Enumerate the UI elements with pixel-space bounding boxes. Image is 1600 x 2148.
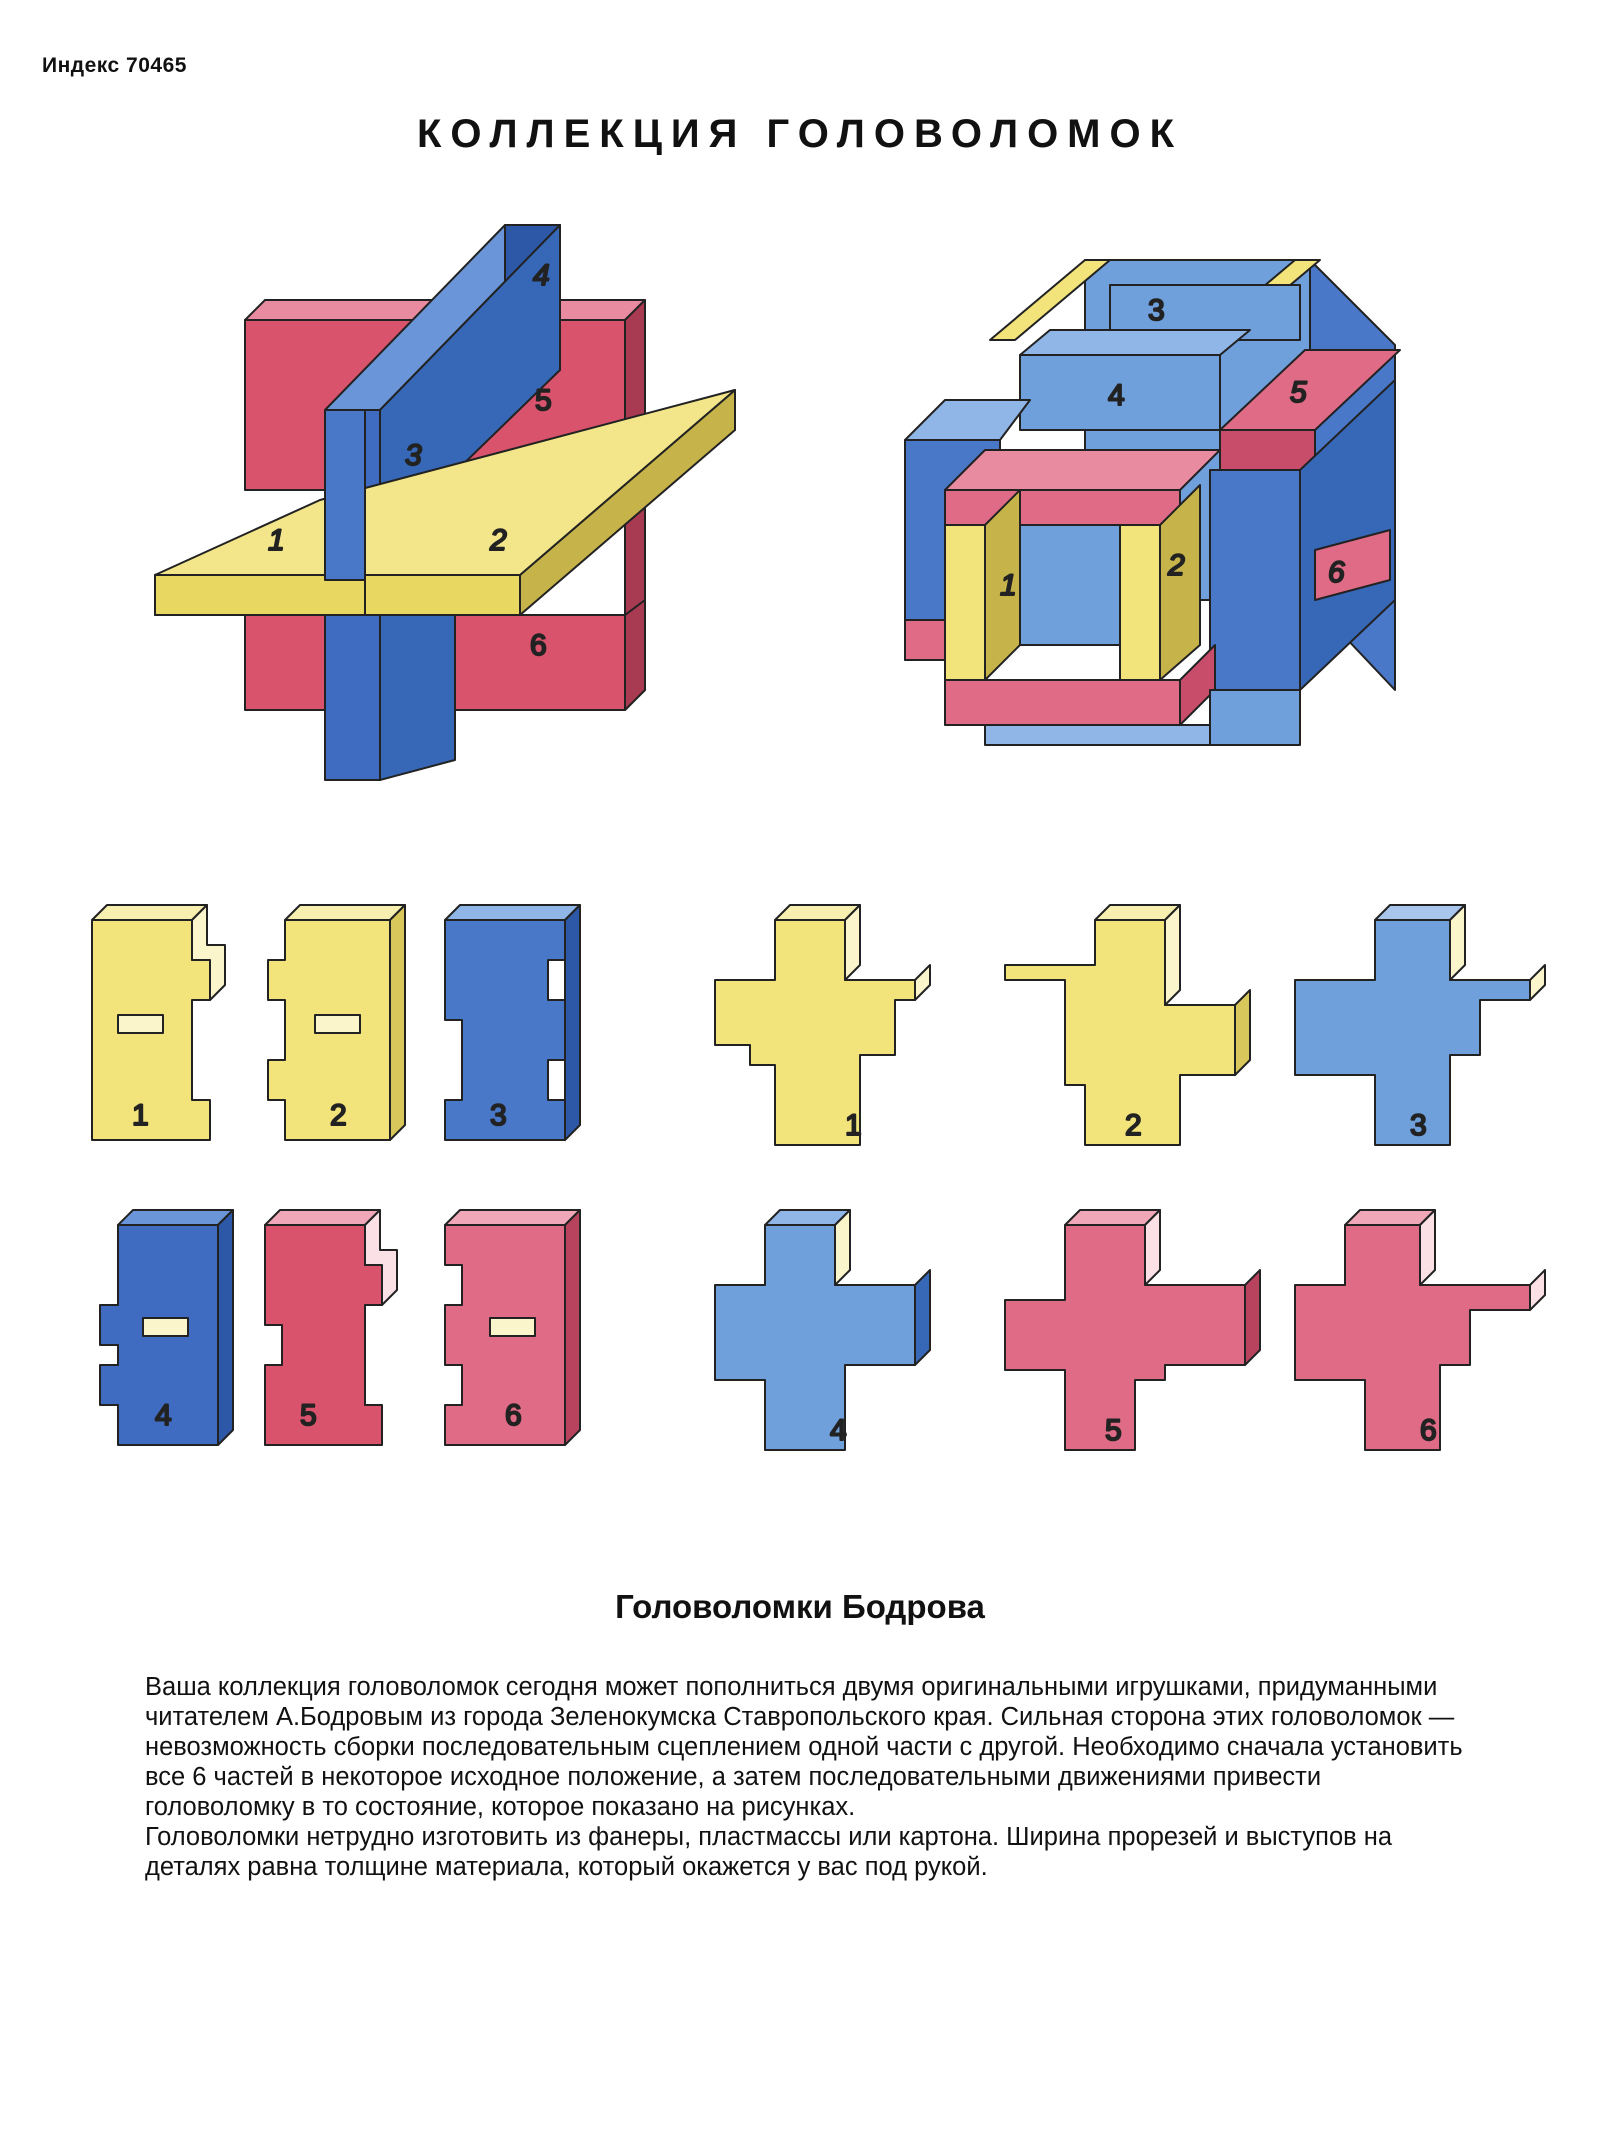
slab-pieces-group (92, 905, 580, 1445)
pinwheel-label-4: 4 (830, 1414, 847, 1447)
cross-label-6: 6 (530, 629, 547, 662)
slab-label-3: 3 (490, 1099, 507, 1132)
index-label: Индекс 70465 (42, 54, 187, 77)
slab-piece-4 (100, 1210, 233, 1445)
cage-label-6: 6 (1328, 556, 1345, 589)
cross-puzzle-figure (155, 225, 735, 780)
article-heading: Головоломки Бодрова (615, 1588, 985, 1625)
slab-piece-6 (445, 1210, 580, 1445)
cage-label-4: 4 (1108, 379, 1125, 412)
cage-label-2: 2 (1168, 549, 1185, 582)
cross-label-1: 1 (268, 524, 285, 557)
pinwheel-piece-6 (1295, 1210, 1545, 1450)
pinwheel-piece-5 (1005, 1210, 1260, 1450)
pinwheel-label-2: 2 (1125, 1109, 1142, 1142)
article-body (145, 1672, 1475, 1882)
slab-label-6: 6 (505, 1399, 522, 1432)
article-paragraph-1: Ваша коллекция головоломок сегодня может пополниться двумя оригинальными игрушками, придуманными читателем А.Бодровым из города Зеленокумска Ставропольского края. Сильная сторона этих головоломок — невозможность сборки последовательным сцеплением одной части с другой. Необходимо сначала установить все 6 частей в некоторое исходное положение, а затем последовательными движениями привести головоломку в то состояние, которое показано на рисунках. (145, 1673, 1463, 1821)
slab-piece-2 (268, 905, 405, 1140)
pinwheel-piece-2 (1005, 905, 1250, 1145)
pinwheel-label-1: 1 (845, 1109, 862, 1142)
cross-label-4: 4 (533, 259, 550, 292)
cage-label-3: 3 (1148, 294, 1165, 327)
article-paragraph-2: Головоломки нетрудно изготовить из фанеры, пластмассы или картона. Ширина прорезей и выступов на деталях равна толщине материала, который окажется у вас под рукой. (145, 1823, 1393, 1881)
slab-label-1: 1 (132, 1099, 149, 1132)
slab-piece-1 (92, 905, 225, 1140)
page-title: КОЛЛЕКЦИЯ ГОЛОВОЛОМОК (416, 112, 1184, 156)
pinwheel-pieces-group (715, 905, 1545, 1450)
pinwheel-label-3: 3 (1410, 1109, 1427, 1142)
slab-label-4: 4 (155, 1399, 172, 1432)
cage-label-1: 1 (1000, 569, 1017, 602)
cross-label-3: 3 (405, 439, 422, 472)
cross-label-5: 5 (535, 384, 552, 417)
slab-label-5: 5 (300, 1399, 317, 1432)
cross-label-2: 2 (490, 524, 507, 557)
pinwheel-piece-4 (715, 1210, 930, 1450)
pinwheel-label-6: 6 (1420, 1414, 1437, 1447)
slab-label-2: 2 (330, 1099, 347, 1132)
pinwheel-label-5: 5 (1105, 1414, 1122, 1447)
slab-piece-5 (265, 1210, 397, 1445)
cage-puzzle-figure (905, 260, 1400, 745)
pinwheel-piece-1 (715, 905, 930, 1145)
slab-piece-3 (445, 905, 580, 1140)
cage-label-5: 5 (1290, 376, 1307, 409)
pinwheel-piece-3 (1295, 905, 1545, 1145)
